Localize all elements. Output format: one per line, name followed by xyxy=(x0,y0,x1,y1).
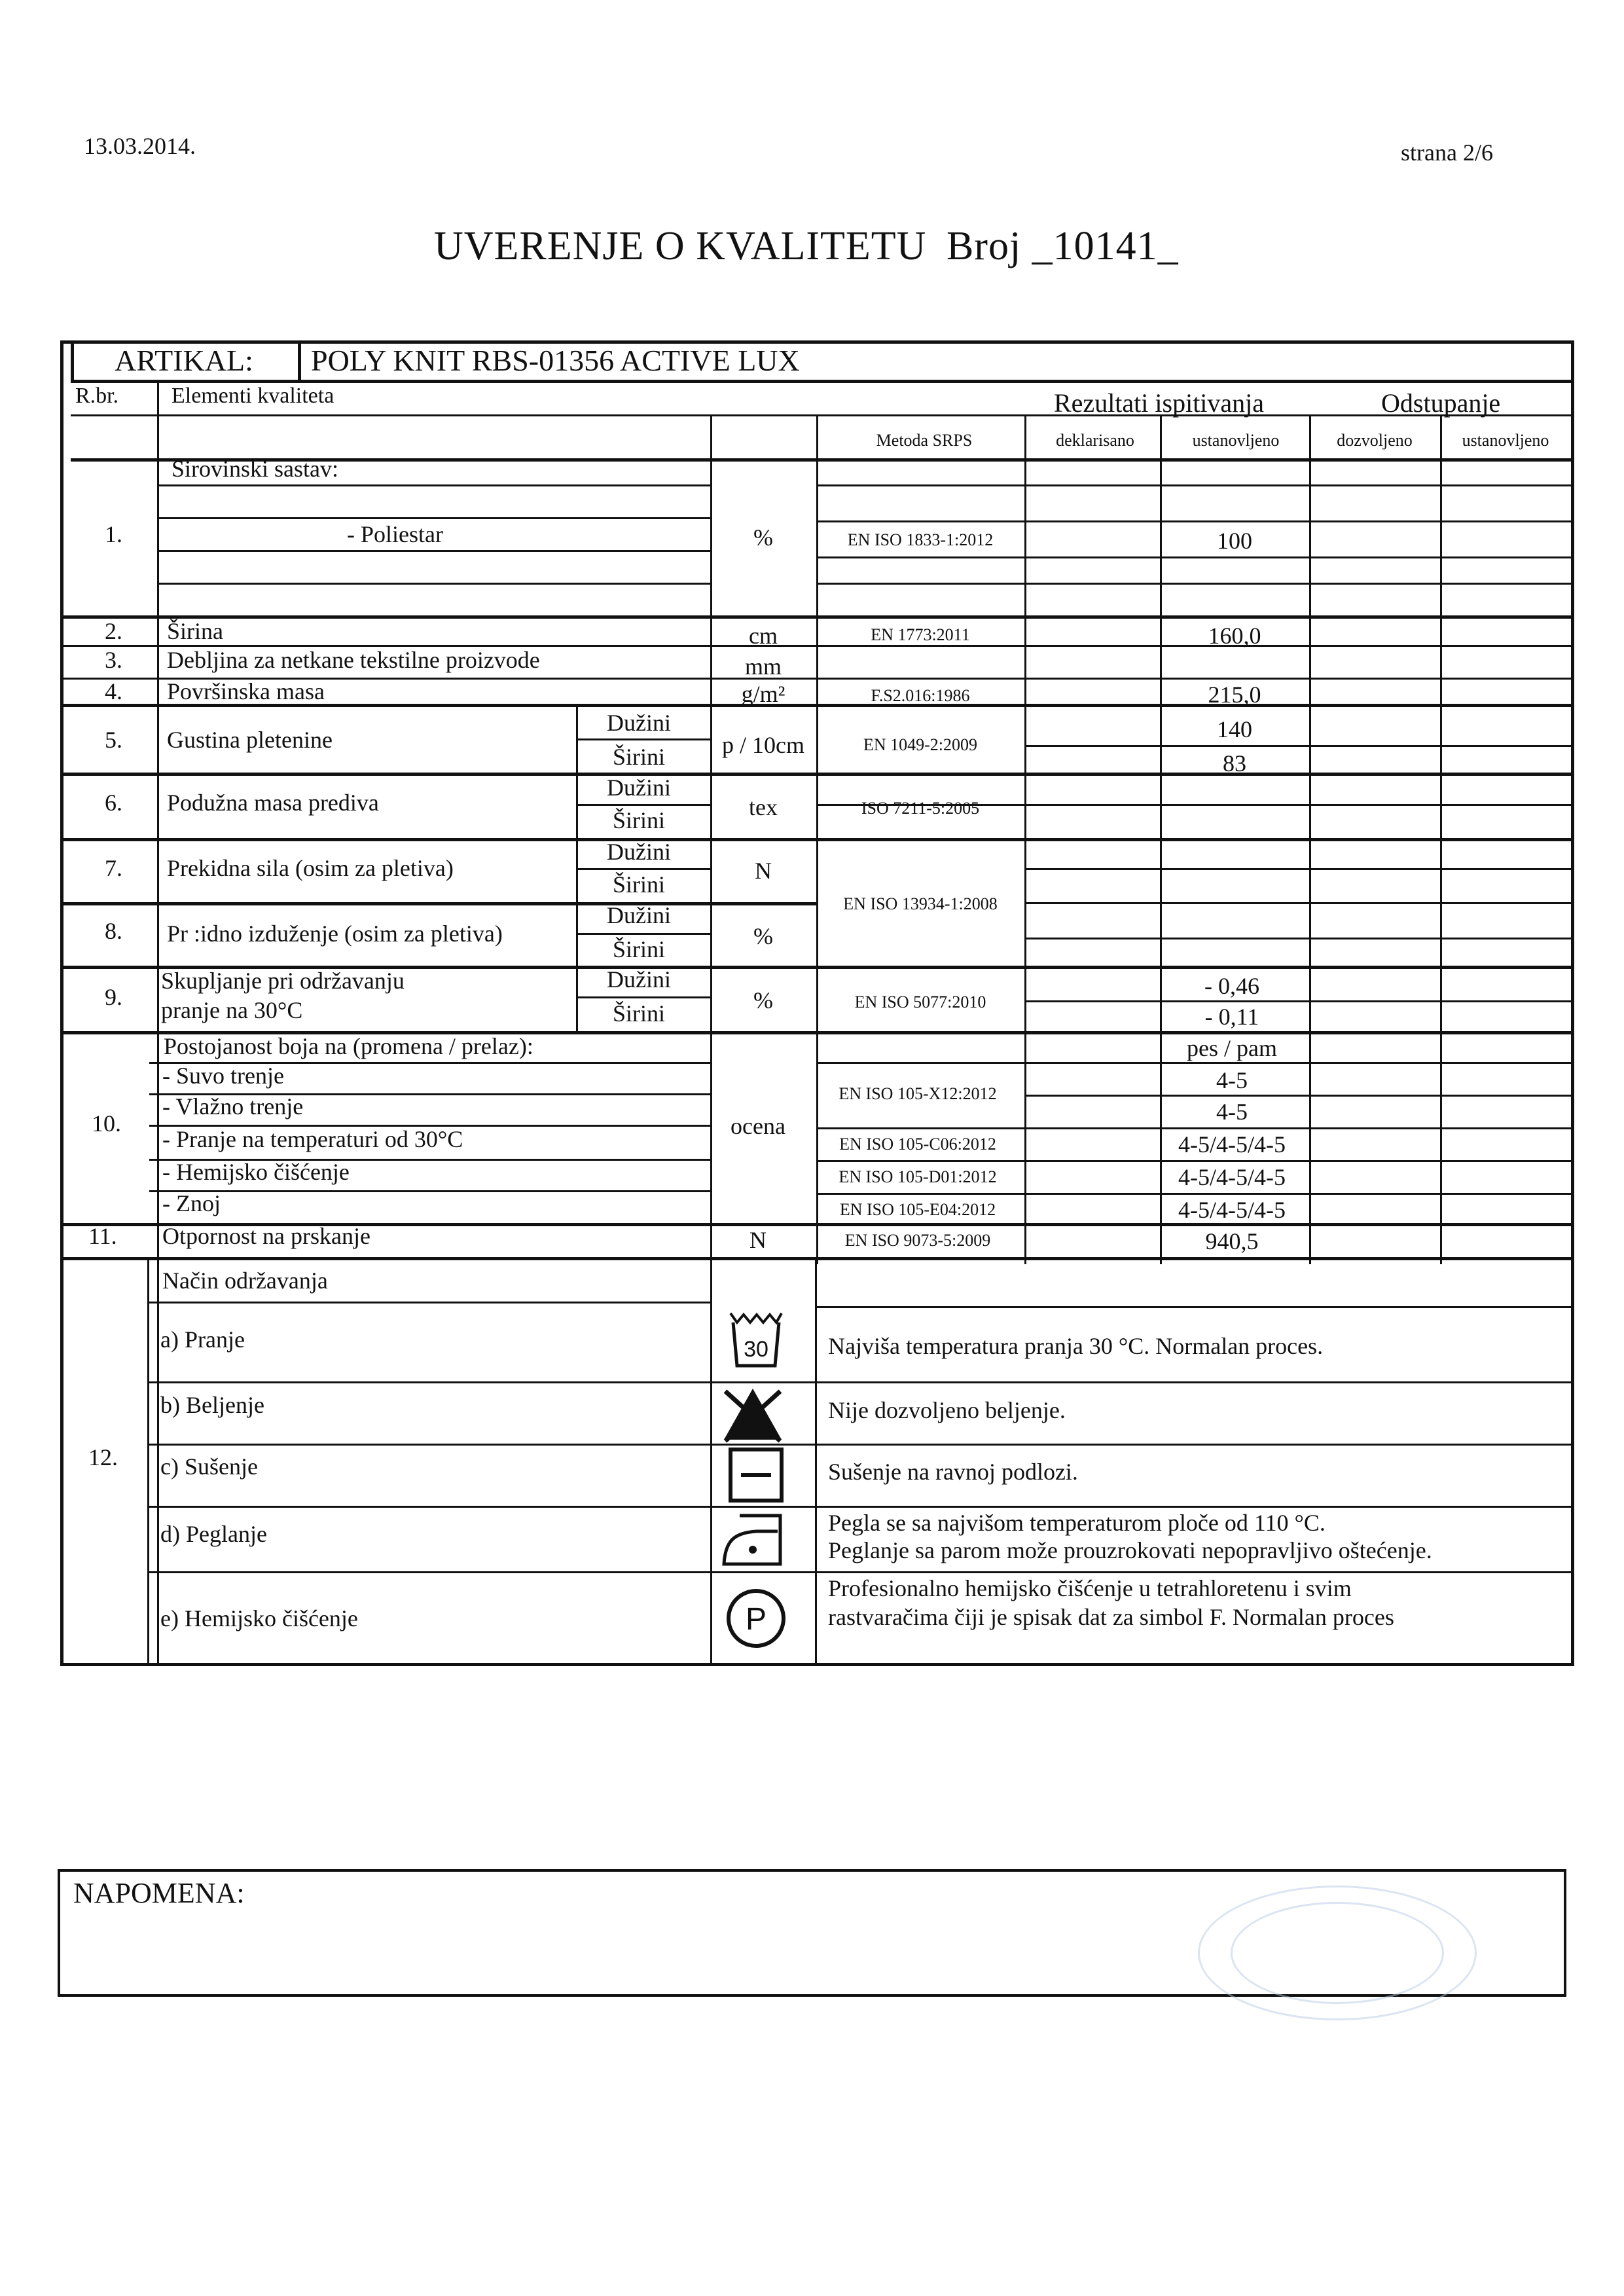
row8-sub2: Širini xyxy=(612,936,666,962)
row10-title: Postojanost boja na (promena / prelaz): xyxy=(164,1033,533,1059)
row10-method-4: EN ISO 105-D01:2012 xyxy=(839,1167,997,1186)
care-drycleaning-text-1: Profesionalno hemijsko čišćenje u tetrahloretenu i svim xyxy=(828,1575,1352,1601)
col-rbr: R.br. xyxy=(75,384,119,408)
row10-line-1r xyxy=(1024,1095,1574,1097)
row11-name: Otpornost na prskanje xyxy=(162,1223,370,1249)
row5-sub1: Dužini xyxy=(607,710,671,736)
row1-unit: % xyxy=(753,524,773,551)
iron-low-icon xyxy=(720,1509,785,1568)
row8-sub-line xyxy=(576,933,710,935)
row8-unit: % xyxy=(753,923,773,949)
row1-right-line-a xyxy=(816,484,1574,486)
row6-value-line xyxy=(816,804,1574,806)
dry-clean-p-icon xyxy=(725,1588,787,1649)
article-top-line xyxy=(71,340,1574,344)
care-washing-text: Najviša temperatura pranja 30 °C. Normalan proces. xyxy=(828,1333,1324,1359)
row4-unit: g/m² xyxy=(741,681,785,707)
row6-sub1: Dužini xyxy=(607,774,671,801)
row9-value-1: - 0,46 xyxy=(1204,973,1259,999)
row4-bottom xyxy=(60,704,1574,707)
row5-value-line xyxy=(1024,745,1574,747)
article-divider xyxy=(298,340,301,380)
row7-sub1: Dužini xyxy=(607,839,671,865)
row9-sub1: Dužini xyxy=(607,966,671,993)
care-line-b xyxy=(147,1444,1574,1446)
row1-bottom xyxy=(60,615,1574,619)
rbr-column-line xyxy=(157,380,159,1666)
care-washing-label: a) Pranje xyxy=(160,1326,245,1353)
row9-unit: % xyxy=(753,987,773,1013)
page-number: strana 2/6 xyxy=(1401,139,1493,166)
row1-line-a xyxy=(157,484,710,486)
row7-name: Prekidna sila (osim za pletiva) xyxy=(167,855,454,881)
row6-bottom xyxy=(60,838,1574,841)
col-method: Metoda SRPS xyxy=(876,431,973,450)
care-line-d xyxy=(147,1571,1574,1573)
row1-line-b xyxy=(157,517,710,519)
row10-unit: ocena xyxy=(731,1113,785,1139)
row7-value-line xyxy=(1024,868,1574,870)
row11-value: 940,5 xyxy=(1205,1228,1259,1254)
care-drycleaning-label: e) Hemijsko čišćenje xyxy=(160,1605,358,1631)
no-bleach-icon xyxy=(720,1385,785,1444)
row11-bottom xyxy=(60,1257,1574,1260)
row10-value-1: 4-5 xyxy=(1216,1067,1248,1093)
row5-value-2: 83 xyxy=(1223,750,1246,776)
sub-direction-line xyxy=(576,704,578,1031)
row10-header-value: pes / pam xyxy=(1187,1035,1277,1061)
row9-method: EN ISO 5077:2010 xyxy=(854,993,986,1011)
row10-line-4 xyxy=(149,1190,710,1192)
svg-text:P: P xyxy=(745,1602,767,1637)
document-date: 13.03.2014. xyxy=(84,133,196,159)
row9-name-2: pranje na 30°C xyxy=(161,997,303,1023)
row6-name: Podužna masa prediva xyxy=(167,790,379,816)
care-drycleaning-text-2: rastvaračima čiji je spisak dat za simbol F. Normalan proces xyxy=(828,1604,1394,1630)
row10-method-3: EN ISO 105-C06:2012 xyxy=(839,1135,996,1154)
row10-method-5: EN ISO 105-E04:2012 xyxy=(839,1200,996,1219)
row6-unit: tex xyxy=(749,794,778,820)
document-number: _10141_ xyxy=(1032,224,1179,268)
article-value: POLY KNIT RBS-01356 ACTIVE LUX xyxy=(311,344,800,377)
care-drying-text: Sušenje na ravnoj podlozi. xyxy=(828,1459,1078,1485)
row5-name: Gustina pletenine xyxy=(167,727,333,753)
article-left-line xyxy=(71,340,74,380)
row10-value-5: 4-5/4-5/4-5 xyxy=(1178,1197,1286,1223)
row6-number: 6. xyxy=(105,790,122,816)
row4-number: 4. xyxy=(105,678,122,704)
row5-sub2: Širini xyxy=(612,744,666,770)
col-deviation: Odstupanje xyxy=(1381,388,1501,418)
row2-number: 2. xyxy=(105,618,122,644)
article-bottom-line xyxy=(71,380,1574,383)
unit-column-line xyxy=(710,414,712,1666)
row5-method: EN 1049-2:2009 xyxy=(863,735,978,754)
care-name-column-line xyxy=(147,1257,149,1666)
col-established-2: ustanovljeno xyxy=(1462,431,1549,450)
row10-line-2r xyxy=(816,1127,1574,1129)
row10-item-3: - Pranje na temperaturi od 30°C xyxy=(162,1126,463,1152)
stamp-seal-inner xyxy=(1231,1902,1444,2004)
header-line-1 xyxy=(71,414,1574,416)
care-line-a xyxy=(147,1381,1574,1383)
row7-bottom-right xyxy=(1024,902,1574,904)
row10-item-2: - Vlažno trenje xyxy=(162,1093,304,1120)
wash-30-icon xyxy=(728,1309,784,1368)
row2-value: 160,0 xyxy=(1208,623,1261,649)
row7-bottom xyxy=(60,902,816,905)
col-declared: deklarisano xyxy=(1056,431,1134,450)
row8-sub1: Dužini xyxy=(607,902,671,928)
row7-unit: N xyxy=(755,858,772,884)
care-bleaching-label: b) Beljenje xyxy=(160,1392,264,1418)
row1-value: 100 xyxy=(1217,528,1252,554)
document-title xyxy=(434,226,1179,266)
row1-line-d xyxy=(157,583,710,585)
row1-method: EN ISO 1833-1:2012 xyxy=(847,530,994,549)
row5-value-1: 140 xyxy=(1217,716,1252,742)
col-results: Rezultati ispitivanja xyxy=(1054,388,1265,418)
row3-number: 3. xyxy=(105,647,122,673)
note-label: NAPOMENA: xyxy=(73,1877,245,1909)
row8-value-line xyxy=(1024,938,1574,939)
row4-method: F.S2.016:1986 xyxy=(871,686,970,705)
number-label: Broj xyxy=(946,224,1022,268)
row2-method: EN 1773:2011 xyxy=(871,625,970,644)
care-text-column-line xyxy=(815,1257,817,1666)
row11-number: 11. xyxy=(88,1223,117,1249)
row10-value-4: 4-5/4-5/4-5 xyxy=(1178,1164,1286,1190)
row10-line-4r xyxy=(816,1193,1574,1195)
row5-bottom xyxy=(60,773,1574,776)
row10-value-2: 4-5 xyxy=(1216,1099,1248,1125)
col-elements: Elementi kvaliteta xyxy=(171,384,334,408)
row7-sub-line xyxy=(576,868,710,870)
row2-name: Širina xyxy=(167,618,223,644)
row2-unit: cm xyxy=(749,623,778,649)
row12-number: 12. xyxy=(88,1444,118,1470)
row8-name: Pr :idno izduženje (osim za pletiva) xyxy=(167,920,503,947)
care-drying-label: c) Sušenje xyxy=(160,1453,258,1480)
col-established: ustanovljeno xyxy=(1192,431,1280,450)
row10-value-3: 4-5/4-5/4-5 xyxy=(1178,1131,1286,1157)
row5-number: 5. xyxy=(105,727,122,753)
care-ironing-label: d) Peglanje xyxy=(160,1521,267,1547)
row9-sub2: Širini xyxy=(612,1000,666,1027)
care-bleaching-text: Nije dozvoljeno beljenje. xyxy=(828,1397,1066,1423)
svg-text:30: 30 xyxy=(744,1337,768,1362)
row4-name: Površinska masa xyxy=(167,678,325,704)
row3-unit: mm xyxy=(744,653,782,680)
row9-sub-line xyxy=(576,996,710,998)
care-line-c xyxy=(147,1506,1574,1508)
row5-unit: p / 10cm xyxy=(722,732,804,758)
row4-value: 215,0 xyxy=(1208,682,1261,708)
row8-number: 8. xyxy=(105,918,122,944)
row12-title: Način održavanja xyxy=(162,1267,328,1294)
row11-method: EN ISO 9073-5:2009 xyxy=(844,1231,991,1250)
col-allowed: dozvoljeno xyxy=(1337,431,1413,450)
row10-item-5: - Znoj xyxy=(162,1190,221,1216)
row6-method: ISO 7211-5:2005 xyxy=(861,799,980,818)
row10-method-1: EN ISO 105-X12:2012 xyxy=(839,1084,997,1103)
row9-number: 9. xyxy=(105,984,122,1010)
row1-right-line-b xyxy=(816,520,1574,522)
dry-flat-icon xyxy=(728,1447,784,1503)
row1-line-c xyxy=(157,550,710,552)
row12-title-line xyxy=(149,1302,710,1303)
row10-item-1: - Suvo trenje xyxy=(162,1063,284,1089)
row10-number: 10. xyxy=(92,1110,121,1137)
row10-line-0r xyxy=(816,1062,1574,1064)
row9-name-1: Skupljanje pri održavanju xyxy=(161,968,405,994)
row78-method: EN ISO 13934-1:2008 xyxy=(843,894,998,913)
row1-right-line-c xyxy=(816,556,1574,558)
row1-item: - Poliestar xyxy=(347,521,443,547)
row6-sub2: Širini xyxy=(612,807,666,833)
row11-unit: N xyxy=(749,1227,767,1253)
row3-name: Debljina za netkane tekstilne proizvode xyxy=(167,647,540,673)
row1-title: Sirovinski sastav: xyxy=(171,456,339,482)
row12-right-top-line xyxy=(815,1306,1574,1308)
row6-sub-line xyxy=(576,804,710,806)
row1-number: 1. xyxy=(105,521,122,547)
care-ironing-text-2: Peglanje sa parom može prouzrokovati nepopravljivo oštećenje. xyxy=(828,1537,1432,1563)
row5-sub-line xyxy=(576,738,710,740)
row10-line-3r xyxy=(816,1160,1574,1162)
article-label: ARTIKAL: xyxy=(115,344,253,377)
row9-value-line xyxy=(1024,1000,1574,1002)
row10-item-4: - Hemijsko čišćenje xyxy=(162,1159,350,1185)
care-ironing-text-1: Pegla se sa najvišom temperaturom ploče od 110 °C. xyxy=(828,1510,1326,1536)
title-text: UVERENJE O KVALITETU xyxy=(434,224,927,268)
row7-sub2: Širini xyxy=(612,871,666,898)
row9-value-2: - 0,11 xyxy=(1204,1004,1259,1030)
row7-number: 7. xyxy=(105,855,122,881)
row1-right-line-d xyxy=(816,583,1574,585)
